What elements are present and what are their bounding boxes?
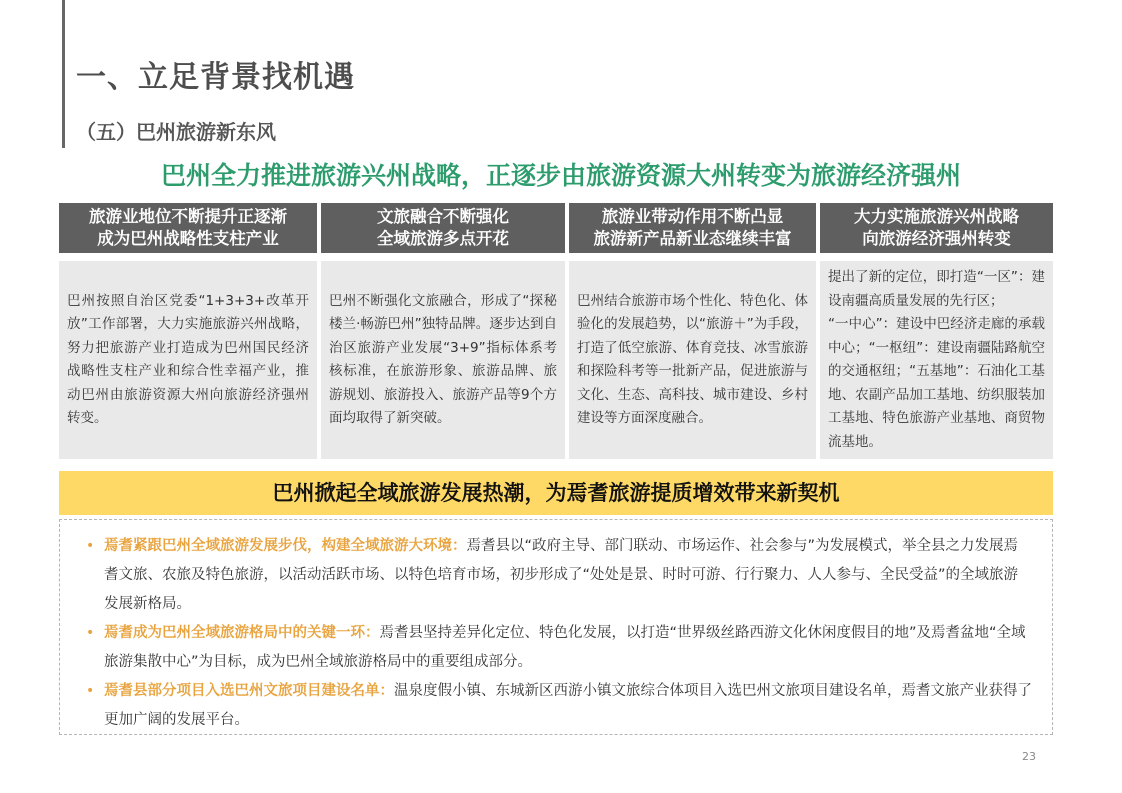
list-item xyxy=(82,677,1032,735)
column-header-line: 旅游新产品新业态继续丰富 xyxy=(593,229,792,248)
column-body-text: “一中心”：建设中巴经济走廊的承载中心；“一枢纽”：建设南疆陆路航空的交通枢纽；“五基地”：石油化工基地、农副产品加工基地、纺织服装加工基地、特色旅游产业基地、商贸物流基地。 xyxy=(828,316,1045,450)
section-title: 一、立足背景找机遇 xyxy=(76,60,355,95)
bullet-dot-icon: • xyxy=(86,625,95,641)
column-header-line: 向旅游经济强州转变 xyxy=(862,229,1011,248)
bullet-lead: 焉耆紧跟巴州全域旅游发展步伐，构建全域旅游大环境： xyxy=(104,538,467,554)
bullet-lead: 焉耆县部分项目入选巴州文旅项目建设名单： xyxy=(104,683,394,699)
title-accent-bar xyxy=(62,0,65,148)
column-header-3 xyxy=(569,203,816,253)
column-body-text: 巴州按照自治区党委“1+3+3+改革开放”工作部署，大力实施旅游兴州战略，努力把旅游产业打造成为巴州国民经济战略性支柱产业和综合性幸福产业，推动巴州由旅游资源大州向旅游经济强州转变。 xyxy=(67,292,309,426)
column-header-line: 旅游业带动作用不断凸显 xyxy=(601,207,784,226)
column-body-text: 巴州结合旅游市场个性化、特色化、体验化的发展趋势，以“旅游＋”为手段，打造了低空旅游、体育竞技、冰雪旅游和探险科考等一批新产品，促进旅游与文化、生态、高科技、城市建设、乡村建设等方面深度融合。 xyxy=(577,292,808,426)
bullet-list xyxy=(59,519,1053,735)
column-body-3 xyxy=(569,261,816,459)
column-header-line: 旅游业地位不断提升正逐渐 xyxy=(89,207,287,226)
column-header-line: 全域旅游多点开花 xyxy=(377,229,509,248)
column-body-text: 提出了新的定位，即打造“一区”：建设南疆高质量发展的先行区； xyxy=(828,269,1045,309)
column-body-1 xyxy=(59,261,317,459)
list-item xyxy=(82,619,1032,677)
bullet-text: 焉耆县坚持差异化定位、特色化发展，以打造“世界级丝路西游文化休闲度假目的地”及焉耆盆地“全域旅游集散中心”为目标，成为巴州全域旅游格局中的重要组成部分。 xyxy=(104,625,1026,670)
column-header-line: 文旅融合不断强化 xyxy=(377,207,509,226)
bullet-text: 温泉度假小镇、东城新区西游小镇文旅综合体项目入选巴州文旅项目建设名单，焉耆文旅产业获得了更加广阔的发展平台。 xyxy=(104,683,1032,728)
column-body-4 xyxy=(820,261,1053,459)
bullet-text: 焉耆县以“政府主导、部门联动、市场运作、社会参与”为发展模式，举全县之力发展焉耆文旅、农旅及特色旅游，以活动活跃市场、以特色培育市场，初步形成了“处处是景、时时可游、行行聚力、人人参与、全民受益”的全域旅游发展新格局。 xyxy=(104,538,1019,612)
column-header-2 xyxy=(321,203,565,253)
subsection-title: （五）巴州旅游新东风 xyxy=(76,120,276,144)
column-body-text: 巴州不断强化文旅融合，形成了“探秘楼兰·畅游巴州”独特品牌。逐步达到自治区旅游产业发展“3+9”指标体系考核标准，在旅游形象、旅游品牌、旅游规划、旅游投入、旅游产品等9个方面均取得了新突破。 xyxy=(329,292,557,426)
headline: 巴州全力推进旅游兴州战略，正逐步由旅游资源大州转变为旅游经济强州 xyxy=(160,161,961,190)
bullet-dot-icon: • xyxy=(86,538,95,554)
bullet-lead: 焉耆成为巴州全域旅游格局中的关键一环： xyxy=(104,625,380,641)
list-item xyxy=(82,532,1032,619)
bullet-dot-icon: • xyxy=(86,683,95,699)
column-header-line: 大力实施旅游兴州战略 xyxy=(854,207,1019,226)
column-header-line: 成为巴州战略性支柱产业 xyxy=(97,229,279,248)
banner: 巴州掀起全域旅游发展热潮，为焉耆旅游提质增效带来新契机 xyxy=(59,471,1053,515)
column-header-1 xyxy=(59,203,317,253)
column-header-4 xyxy=(820,203,1053,253)
column-body-2 xyxy=(321,261,565,459)
page-number: 23 xyxy=(1022,750,1036,763)
